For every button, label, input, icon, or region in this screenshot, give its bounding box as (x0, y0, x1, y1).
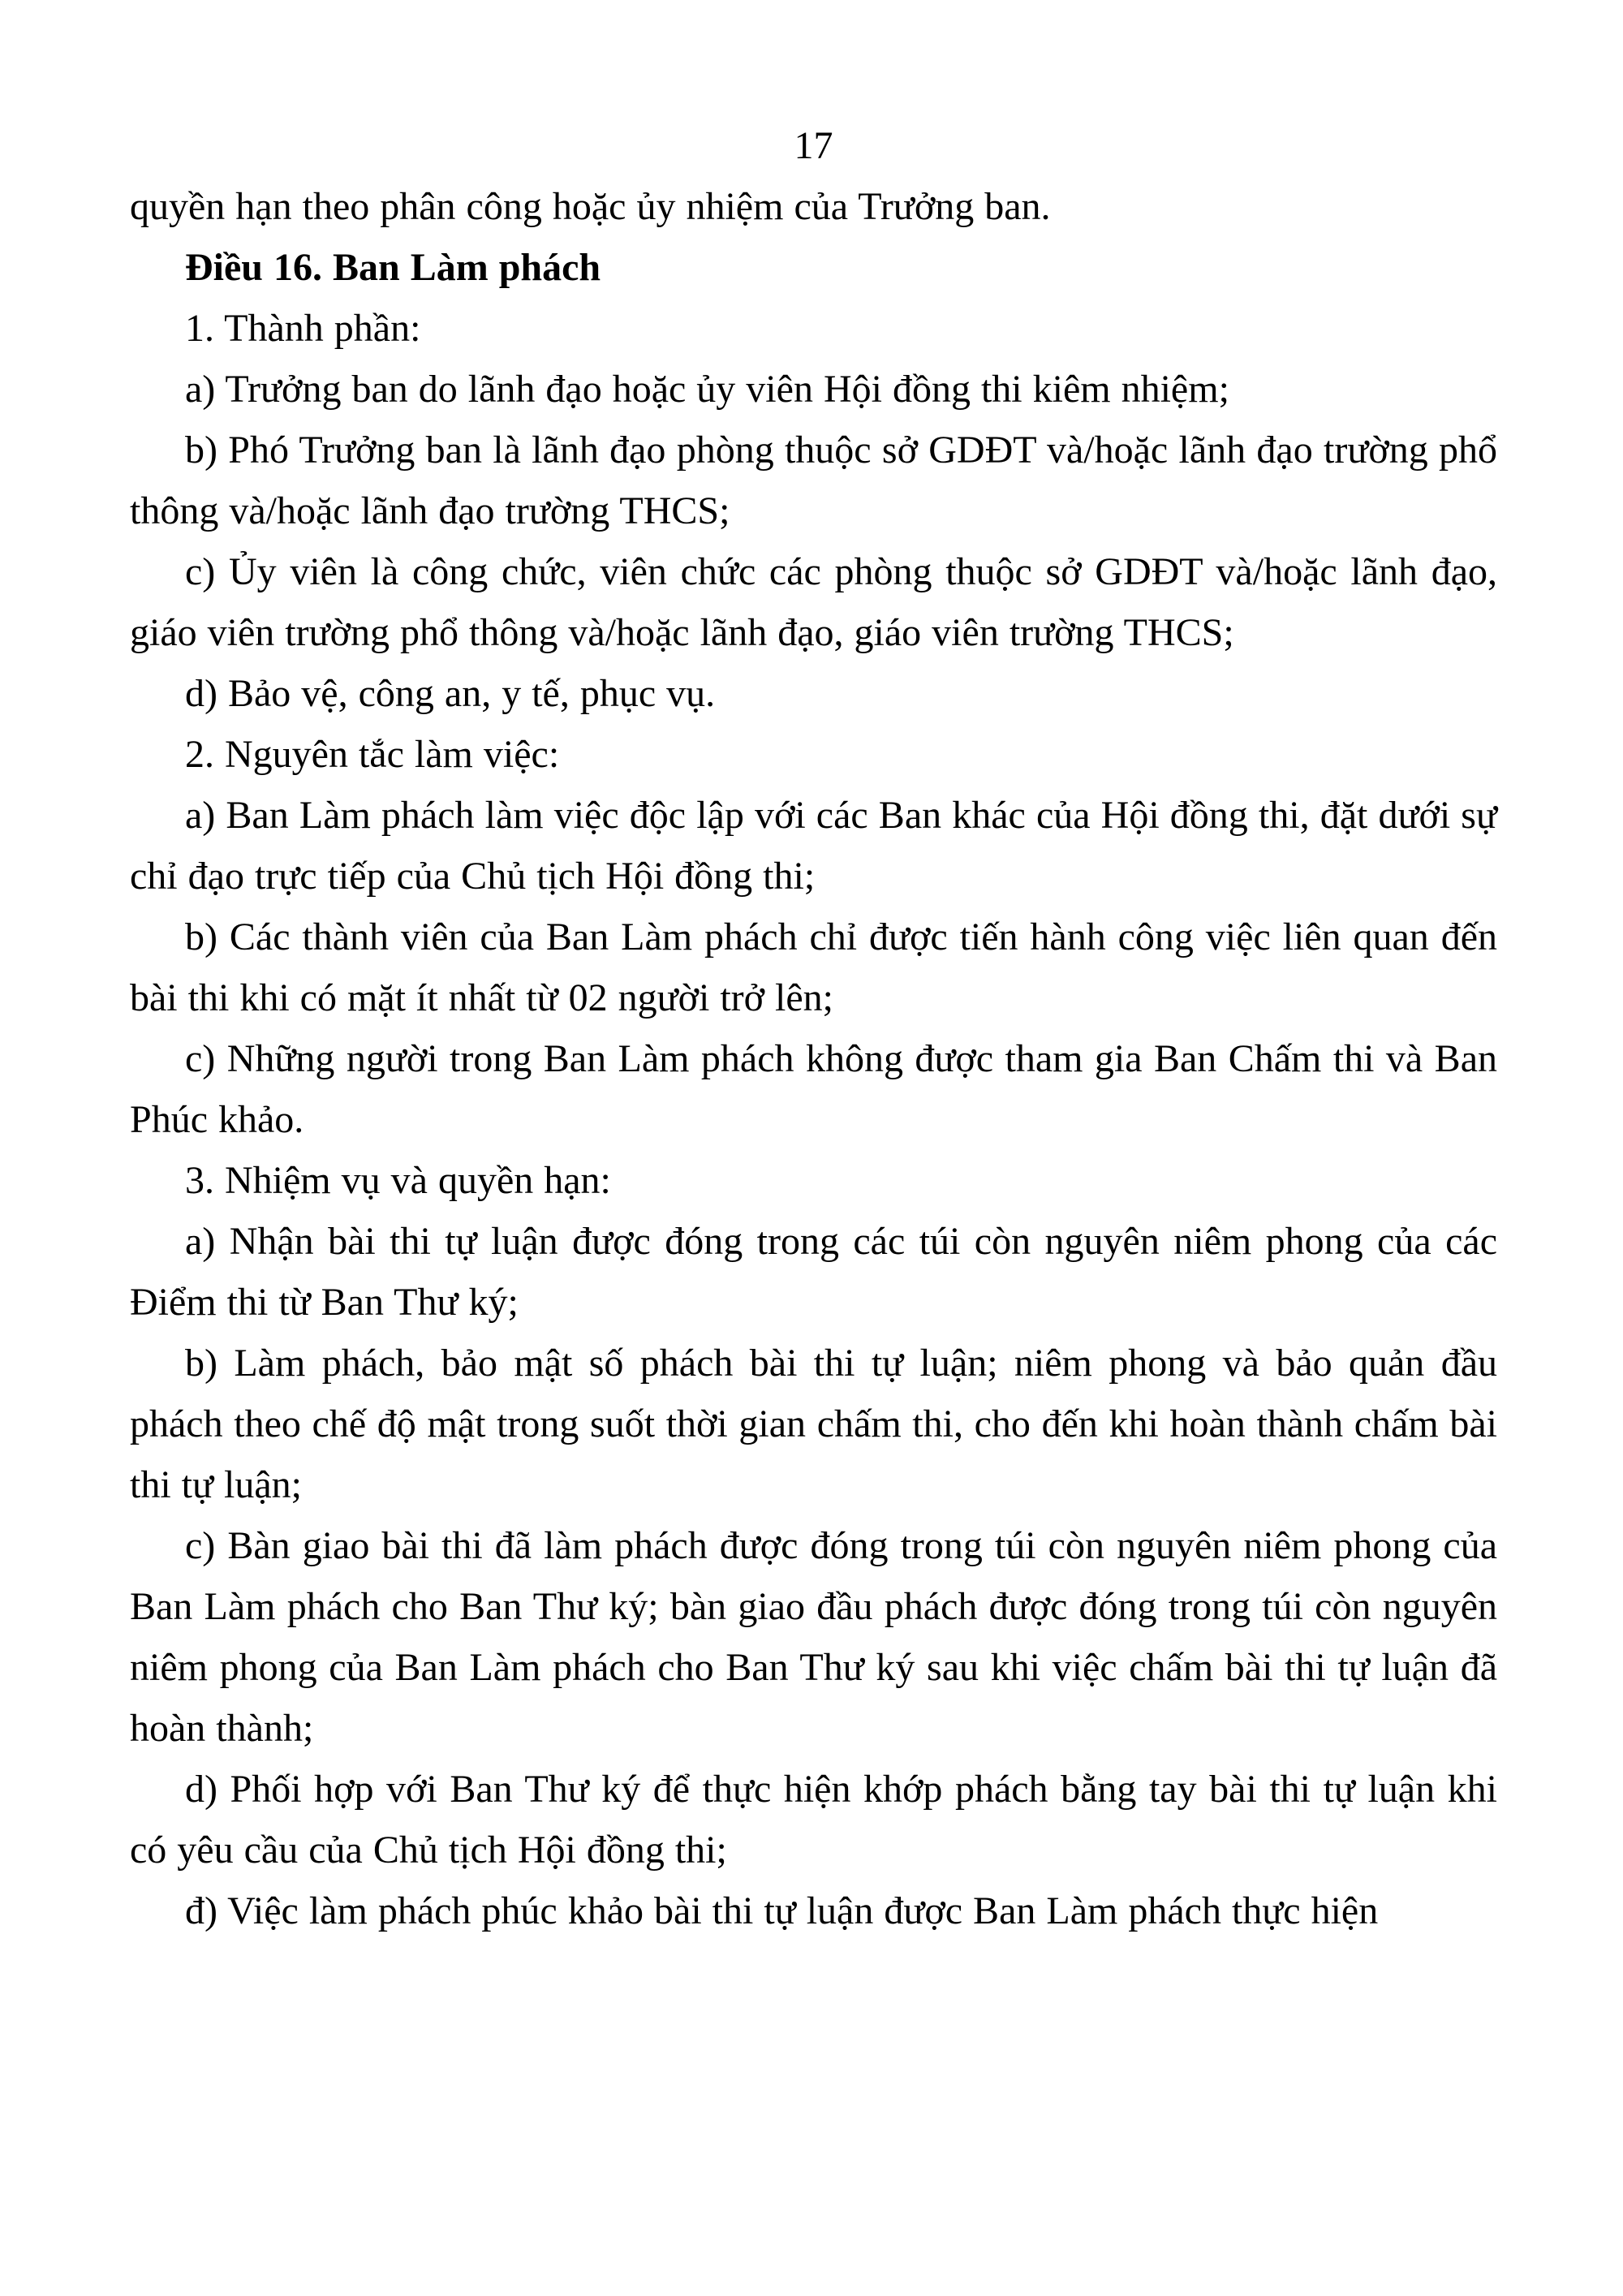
clause-2-item-b: b) Các thành viên của Ban Làm phách chỉ được tiến hành công việc liên quan đến bài thi khi có mặt ít nhất từ 02 người trở lên; (130, 915, 1497, 1019)
clause-3-item-dd: đ) Việc làm phách phúc khảo bài thi tự luận được Ban Làm phách thực hiện (185, 1889, 1379, 1932)
clause-2-item-c: c) Những người trong Ban Làm phách không được tham gia Ban Chấm thi và Ban Phúc khảo. (130, 1037, 1497, 1141)
clause-1-item-b: b) Phó Trưởng ban là lãnh đạo phòng thuộc sở GDĐT và/hoặc lãnh đạo trường phổ thông và/hoặc lãnh đạo trường THCS; (130, 429, 1497, 532)
clause-2-heading: 2. Nguyên tắc làm việc: (185, 733, 560, 776)
clause-3-item-d: d) Phối hợp với Ban Thư ký để thực hiện khớp phách bằng tay bài thi tự luận khi có yêu cầu của Chủ tịch Hội đồng thi; (130, 1768, 1497, 1872)
clause-1-item-d: d) Bảo vệ, công an, y tế, phục vụ. (185, 672, 716, 715)
clause-3-heading: 3. Nhiệm vụ và quyền hạn: (185, 1159, 611, 1202)
clause-3-item-b: b) Làm phách, bảo mật số phách bài thi tự luận; niêm phong và bảo quản đầu phách theo chế độ mật trong suốt thời gian chấm thi, cho đến khi hoàn thành chấm bài thi tự luận; (130, 1342, 1497, 1506)
clause-2-item-a: a) Ban Làm phách làm việc độc lập với các Ban khác của Hội đồng thi, đặt dưới sự chỉ đạo trực tiếp của Chủ tịch Hội đồng thi; (130, 794, 1497, 898)
clause-3-item-a: a) Nhận bài thi tự luận được đóng trong các túi còn nguyên niêm phong của các Điểm thi từ Ban Thư ký; (130, 1220, 1497, 1324)
clause-1-item-c: c) Ủy viên là công chức, viên chức các phòng thuộc sở GDĐT và/hoặc lãnh đạo, giáo viên trường phổ thông và/hoặc lãnh đạo, giáo viên trường THCS; (130, 550, 1497, 654)
clause-1-item-a: a) Trưởng ban do lãnh đạo hoặc ủy viên Hội đồng thi kiêm nhiệm; (185, 368, 1229, 411)
paragraph-continuation: quyền hạn theo phân công hoặc ủy nhiệm của Trưởng ban. (130, 185, 1051, 228)
page-number: 17 (794, 124, 833, 167)
document-body (130, 115, 1497, 1941)
clause-3-item-c: c) Bàn giao bài thi đã làm phách được đóng trong túi còn nguyên niêm phong của Ban Làm phách cho Ban Thư ký; bàn giao đầu phách được đóng trong túi còn nguyên niêm phong của Ban Làm phách cho Ban Thư ký sau khi việc chấm bài thi tự luận đã hoàn thành; (130, 1524, 1497, 1750)
article-16-heading: Điều 16. Ban Làm phách (185, 246, 601, 289)
clause-1-heading: 1. Thành phần: (185, 307, 421, 350)
